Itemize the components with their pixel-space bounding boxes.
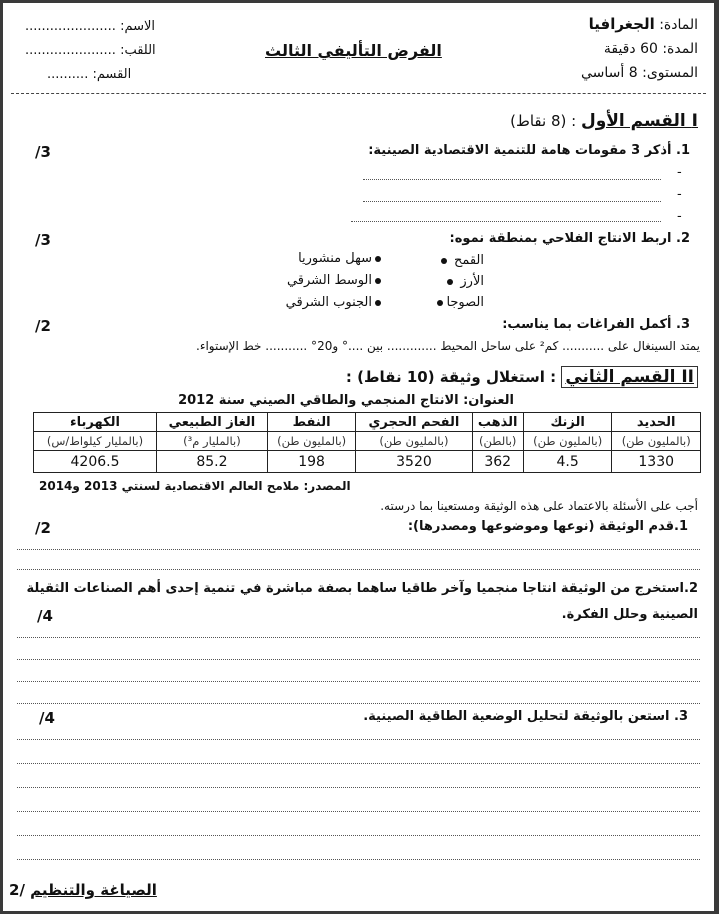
duration-line: المدة: 60 دقيقة [603,41,698,57]
value-cell: 85.2 [157,451,268,473]
surname-field[interactable]: اللقب: ...................... [25,43,156,58]
s2-q3-text: 3. استعن بالوثيقة لتحليل الوضعية الطاقية الصينية. [363,709,688,724]
q1-dash-3: - [677,209,682,224]
header-separator [11,93,706,94]
s2-q3-line-4[interactable] [17,811,700,812]
col-oil: النفط [267,413,356,432]
q2-region-2[interactable]: الوسط الشرقي [287,273,384,288]
exam-title: الفرض التأليفي الثالث [265,41,442,60]
value-cell: 3520 [356,451,472,473]
q1-answer-line-3[interactable] [351,221,661,222]
class-field[interactable]: القسم: .......... [47,67,132,82]
q2-product-3[interactable]: الصوجا [434,295,484,310]
unit-cell: (بالمليون طن) [356,432,472,451]
unit-cell: (بالطن) [472,432,523,451]
q1-dash-2: - [677,187,682,202]
unit-cell: (بالمليون طن) [267,432,356,451]
unit-cell: (بالمليون طن) [612,432,701,451]
value-cell: 4.5 [523,451,612,473]
s2-q2-line-3[interactable] [17,681,700,682]
value-cell: 198 [267,451,356,473]
instructions: أجب على الأسئلة بالاعتماد على هذه الوثيقة ومستعينا بما درسته. [380,499,698,513]
q3-text: 3. أكمل الفراغات بما يناسب: [502,317,690,332]
q2-product-2[interactable]: الأرز [444,274,484,289]
unit-cell: (بالمليار كيلواط/س) [34,432,157,451]
s2-q2-text-2: الصينية وحلل الفكرة. [561,607,698,622]
document-title: العنوان: الانتاج المنجمي والطاقي الصيني سنة 2012 [178,393,514,408]
s2-q1-line-1[interactable] [17,549,700,550]
s2-q1-text: 1.قدم الوثيقة (نوعها وموضوعها ومصدرها): [407,519,688,534]
s2-q1-score: /2 [35,519,51,537]
col-gas: الغاز الطبيعي [157,413,268,432]
s2-q3-line-6[interactable] [17,859,700,860]
unit-cell: (بالمليار م³) [157,432,268,451]
value-cell: 1330 [612,451,701,473]
col-gold: الذهب [472,413,523,432]
col-iron: الحديد [612,413,701,432]
q2-text: 2. اربط الانتاج الفلاحي بمنطقة نموه: [449,231,690,246]
col-coal: الفحم الحجري [356,413,472,432]
q1-text: 1. أذكر 3 مقومات هامة للتنمية الاقتصادية الصينية: [368,143,690,158]
q3-fill-sentence[interactable]: يمتد السينغال على ........... كم² على ساحل المحيط ............. بين ....° و20° ........... خط الإستواء. [196,339,700,353]
s2-q2-line-4[interactable] [17,703,700,704]
q3-score: /2 [35,317,51,335]
col-electricity: الكهرباء [34,413,157,432]
section-1-heading: I القسم الأول : (8 نقاط) [510,111,698,131]
s2-q3-line-1[interactable] [17,739,700,740]
s2-q3-line-2[interactable] [17,763,700,764]
q2-region-1[interactable]: سهل منشوريا [298,251,384,266]
q1-answer-line-2[interactable] [363,201,661,202]
q2-score: /3 [35,231,51,249]
q1-score: /3 [35,143,51,161]
value-cell: 362 [472,451,523,473]
presentation-line: الصياغة والتنظيم /2 [9,881,157,899]
s2-q3-score: /4 [39,709,55,727]
s2-q2-score: /4 [37,607,53,625]
q2-product-1[interactable]: القمح [438,253,484,268]
s2-q2-text-1: 2.استخرج من الوثيقة انتاجا منجميا وآخر طاقيا ساهما بصفة مباشرة في تنمية إحدى أهم الصناعات الثقيلة [26,581,698,596]
name-field[interactable]: الاسم: ...................... [25,19,156,34]
document-source: المصدر: ملامح العالم الاقتصادية لسنتي 2013 و2014 [39,479,351,493]
subject-line: المادة: الجغرافيا [588,15,698,33]
value-cell: 4206.5 [34,451,157,473]
production-table [33,412,701,473]
s2-q3-line-3[interactable] [17,787,700,788]
q1-dash-1: - [677,165,682,180]
q2-region-3[interactable]: الجنوب الشرقي [286,295,384,310]
level-line: المستوى: 8 أساسي [581,65,698,81]
s2-q2-line-1[interactable] [17,637,700,638]
exam-sheet [3,3,714,911]
s2-q1-line-2[interactable] [17,569,700,570]
section-2-heading: II القسم الثاني : استغلال وثيقة (10 نقاط) : [346,367,698,387]
q1-answer-line-1[interactable] [363,179,661,180]
s2-q3-line-5[interactable] [17,835,700,836]
s2-q2-line-2[interactable] [17,659,700,660]
col-zinc: الزنك [523,413,612,432]
unit-cell: (بالمليون طن) [523,432,612,451]
